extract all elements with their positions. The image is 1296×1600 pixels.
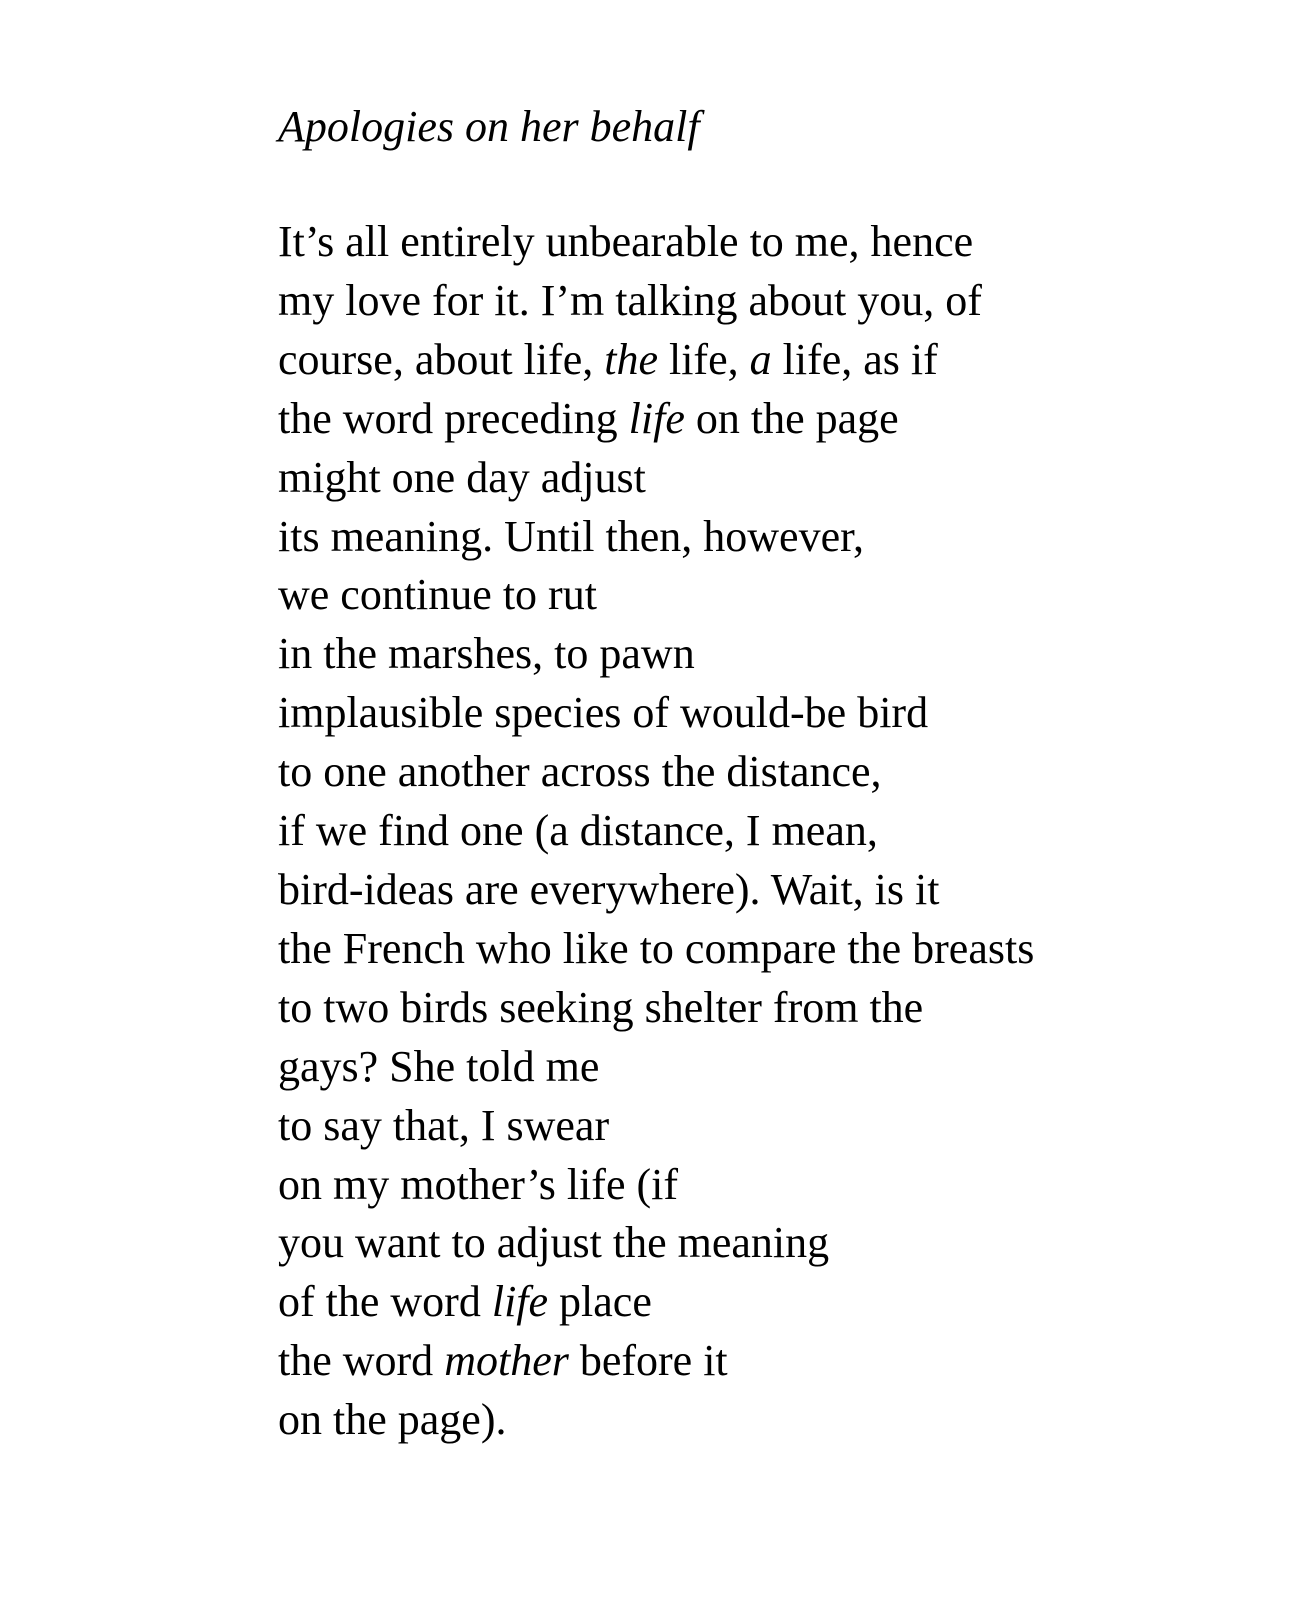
line-text: if we find one (a distance, I mean, [278,806,878,856]
line-text: the French who like to compare the breasts [278,923,1035,973]
poem-line [278,743,1238,802]
emphasized-word: mother [444,1336,569,1386]
line-text: its meaning. Until then, however, [278,511,865,561]
line-text: of the word [278,1277,492,1327]
poem-line [278,979,1238,1038]
poem-line [278,920,1238,979]
poem-body [278,213,1238,1450]
poem-line [278,1332,1238,1391]
emphasized-word: the [604,334,658,384]
poem-line [278,213,1238,272]
poem-line [278,1214,1238,1273]
line-text: place [548,1277,652,1327]
line-text: my love for it. I’m talking about you, of [278,275,982,325]
poem-line [278,1273,1238,1332]
line-text: the word [278,1336,445,1386]
line-text: course, about life, [278,334,605,384]
poem-line [278,390,1238,449]
line-text: to one another across the distance, [278,747,882,797]
line-text: life, as if [771,334,938,384]
poem-line [278,566,1238,625]
line-text: gays? She told me [278,1041,600,1091]
line-text: to say that, I swear [278,1100,610,1150]
poem-line [278,684,1238,743]
line-text: on the page [684,393,899,443]
poem-line [278,1097,1238,1156]
line-text: you want to adjust the meaning [278,1218,830,1268]
line-text: might one day adjust [278,452,646,502]
poem-line [278,331,1238,390]
line-text: the word preceding [278,393,629,443]
line-text: to two birds seeking shelter from the [278,982,924,1032]
poem-title: Apologies on her behalf [278,102,700,151]
line-text: bird-ideas are everywhere). Wait, is it [278,864,940,914]
line-text: life, [657,334,750,384]
poem-line [278,272,1238,331]
poem-line [278,449,1238,508]
emphasized-word: a [749,334,772,384]
poem-line [278,802,1238,861]
line-text: in the marshes, to pawn [278,629,695,679]
line-text: we continue to rut [278,570,597,620]
line-text: before it [568,1336,728,1386]
poem [278,98,1238,1450]
line-text: implausible species of would-be bird [278,688,929,738]
emphasized-word: life [491,1277,549,1327]
poem-line [278,1038,1238,1097]
poem-line [278,1156,1238,1215]
poem-line [278,1391,1238,1450]
poem-line [278,861,1238,920]
line-text: on my mother’s life (if [278,1159,678,1209]
poem-line [278,508,1238,567]
line-text: on the page). [278,1395,507,1445]
line-text: It’s all entirely unbearable to me, hence [278,217,974,266]
emphasized-word: life [628,393,685,443]
poem-line [278,625,1238,684]
